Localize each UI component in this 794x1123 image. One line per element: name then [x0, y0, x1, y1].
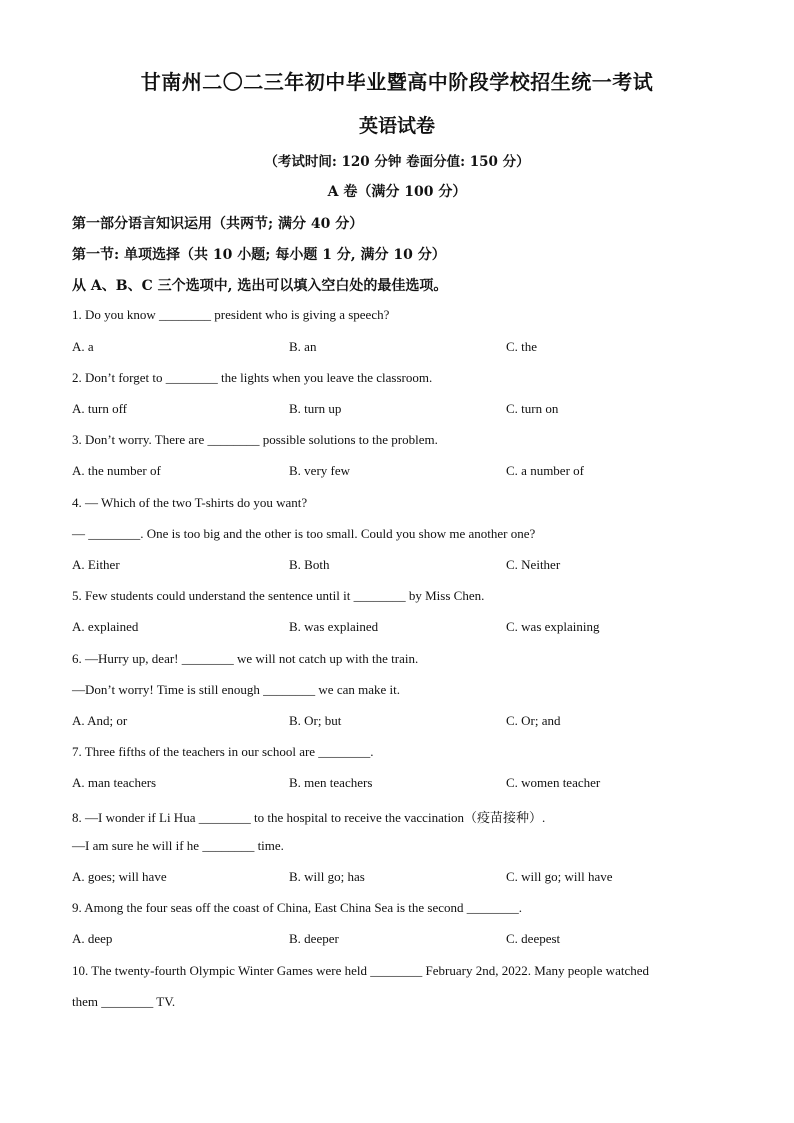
option-b: B. Or; but: [289, 713, 342, 728]
option-b: B. was explained: [289, 619, 379, 634]
option-a: A. turn off: [72, 401, 128, 416]
option-a: A. goes; will have: [72, 869, 167, 884]
option-c: C. the: [506, 339, 538, 354]
question-stem: 9. Among the four seas off the coast of China, East China Sea is the second ________.: [72, 900, 522, 915]
question-stem: 2. Don’t forget to ________ the lights when you leave the classroom.: [72, 370, 433, 385]
option-c: C. deepest: [506, 931, 561, 946]
question-stem: 1. Do you know ________ president who is giving a speech?: [72, 307, 390, 322]
option-b: B. men teachers: [289, 775, 373, 790]
option-b: B. will go; has: [289, 869, 365, 884]
option-c: C. turn on: [506, 401, 559, 416]
exam-title: 甘南州二〇二三年初中毕业暨高中阶段学校招生统一考试: [140, 70, 654, 94]
option-a: A. And; or: [72, 713, 128, 728]
question-stem: 5. Few students could understand the sentence until it ________ by Miss Chen.: [72, 588, 485, 603]
instruction-text: 从 A、B、C 三个选项中, 选出可以填入空白处的最佳选项。: [72, 278, 448, 294]
question-stem: 4. — Which of the two T-shirts do you want?: [72, 495, 308, 510]
option-a: A. man teachers: [72, 775, 157, 790]
question-stem: 7. Three fifths of the teachers in our school are ________.: [72, 744, 374, 759]
option-a: A. a: [72, 339, 94, 354]
exam-time-info: （考试时间: 120 分钟 卷面分值: 150 分）: [264, 154, 530, 170]
part-heading: 第一部分语言知识运用（共两节; 满分 40 分）: [72, 216, 364, 232]
question-stem: 3. Don’t worry. There are ________ possible solutions to the problem.: [72, 432, 438, 447]
option-b: B. Both: [289, 557, 330, 572]
option-a: A. explained: [72, 619, 139, 634]
question-stem-continued: — ________. One is too big and the other is too small. Could you show me another one?: [72, 526, 536, 541]
option-b: B. an: [289, 339, 317, 354]
option-a: A. the number of: [72, 463, 161, 478]
question-stem-continued: —Don’t worry! Time is still enough ________ we can make it.: [72, 682, 400, 697]
question-stem-continued: them ________ TV.: [72, 994, 176, 1009]
option-c: C. was explaining: [506, 619, 600, 634]
option-c: C. will go; will have: [506, 869, 613, 884]
question-stem: 10. The twenty-fourth Olympic Winter Games were held ________ February 2nd, 2022. Many people watched: [72, 963, 649, 978]
question-stem: 6. —Hurry up, dear! ________ we will not catch up with the train.: [72, 651, 419, 666]
option-b: B. very few: [289, 463, 351, 478]
option-a: A. deep: [72, 931, 113, 946]
exam-subject: 英语试卷: [358, 115, 435, 137]
subsection-heading: 第一节: 单项选择（共 10 小题; 每小题 1 分, 满分 10 分）: [72, 247, 446, 263]
option-a: A. Either: [72, 557, 120, 572]
option-c: C. Neither: [506, 557, 561, 572]
question-stem-continued: —I am sure he will if he ________ time.: [72, 838, 284, 853]
option-c: C. a number of: [506, 463, 584, 478]
option-b: B. deeper: [289, 931, 339, 946]
question-stem: 8. —I wonder if Li Hua ________ to the hospital to receive the vaccination（疫苗接种）.: [72, 810, 546, 825]
exam-volume: A 卷（满分 100 分）: [327, 184, 467, 200]
option-b: B. turn up: [289, 401, 342, 416]
option-c: C. Or; and: [506, 713, 561, 728]
option-c: C. women teacher: [506, 775, 601, 790]
